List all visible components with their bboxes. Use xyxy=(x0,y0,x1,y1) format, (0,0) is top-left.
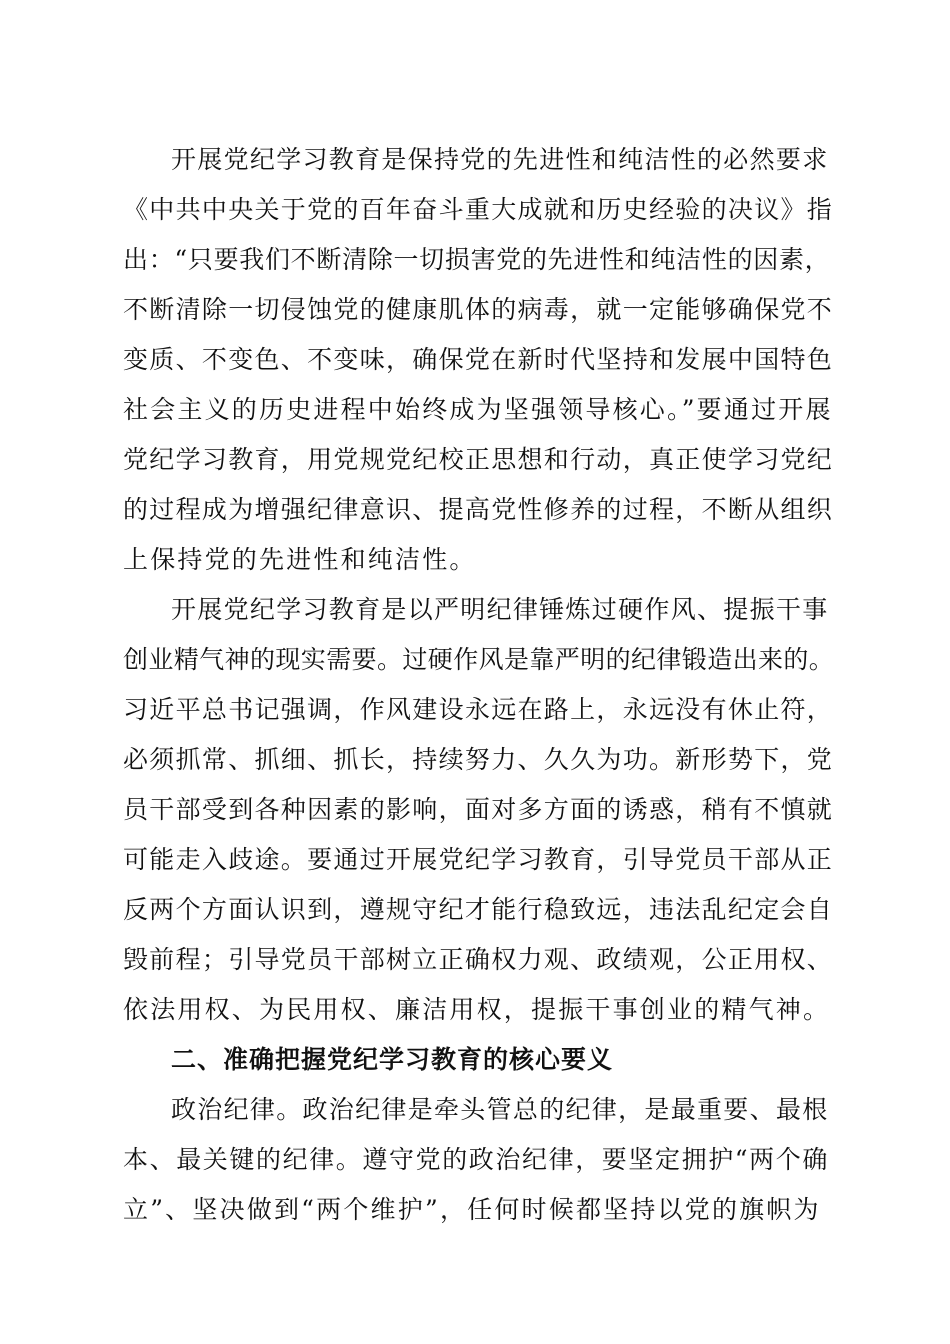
paragraph-3-line-1: 政治纪律。政治纪律是牵头管总的纪律，是最重要、最根 xyxy=(171,1095,829,1124)
paragraph-1-line-6: 社会主义的历史进程中始终成为坚强领导核心。”要通过开展 xyxy=(123,395,833,424)
paragraph-1-line-8: 的过程成为增强纪律意识、提高党性修养的过程，不断从组织 xyxy=(123,495,834,524)
paragraph-1-line-3: 出：“只要我们不断清除一切损害党的先进性和纯洁性的因素， xyxy=(123,245,831,274)
paragraph-1-line-2: 《中共中央关于党的百年奋斗重大成就和历史经验的决议》指 xyxy=(123,195,834,224)
paragraph-2-line-9: 依法用权、为民用权、廉洁用权，提振干事创业的精气神。 xyxy=(123,995,831,1024)
paragraph-1-line-1: 开展党纪学习教育是保持党的先进性和纯洁性的必然要求 xyxy=(171,145,829,174)
paragraph-2-line-8: 毁前程；引导党员干部树立正确权力观、政绩观，公正用权、 xyxy=(123,945,834,974)
paragraph-1-line-9: 上保持党的先进性和纯洁性。 xyxy=(123,545,477,574)
paragraph-3-line-2: 本、最关键的纪律。遵守党的政治纪律，要坚定拥护“两个确 xyxy=(123,1145,829,1174)
paragraph-2-line-1: 开展党纪学习教育是以严明纪律锤炼过硬作风、提振干事 xyxy=(171,595,829,624)
paragraph-2-line-5: 员干部受到各种因素的影响，面对多方面的诱惑，稍有不慎就 xyxy=(123,795,834,824)
paragraph-1-line-7: 党纪学习教育，用党规党纪校正思想和行动，真正使学习党纪 xyxy=(123,445,834,474)
section-heading: 二、准确把握党纪学习教育的核心要义 xyxy=(171,1045,614,1074)
paragraph-3-line-3: 立”、坚决做到“两个维护”，任何时候都坚持以党的旗帜为 xyxy=(123,1195,821,1224)
paragraph-2-line-3: 习近平总书记强调，作风建设永远在路上，永远没有休止符， xyxy=(123,695,834,724)
paragraph-2-line-7: 反两个方面认识到，遵规守纪才能行稳致远，违法乱纪定会自 xyxy=(123,895,834,924)
paragraph-2-line-2: 创业精气神的现实需要。过硬作风是靠严明的纪律锻造出来的。 xyxy=(123,645,835,674)
paragraph-2-line-6: 可能走入歧途。要通过开展党纪学习教育，引导党员干部从正 xyxy=(123,845,834,874)
paragraph-1-line-5: 变质、不变色、不变味，确保党在新时代坚持和发展中国特色 xyxy=(123,345,834,374)
paragraph-1-line-4: 不断清除一切侵蚀党的健康肌体的病毒，就一定能够确保党不 xyxy=(123,295,834,324)
paragraph-2-line-4: 必须抓常、抓细、抓长，持续努力、久久为功。新形势下，党 xyxy=(123,745,834,774)
